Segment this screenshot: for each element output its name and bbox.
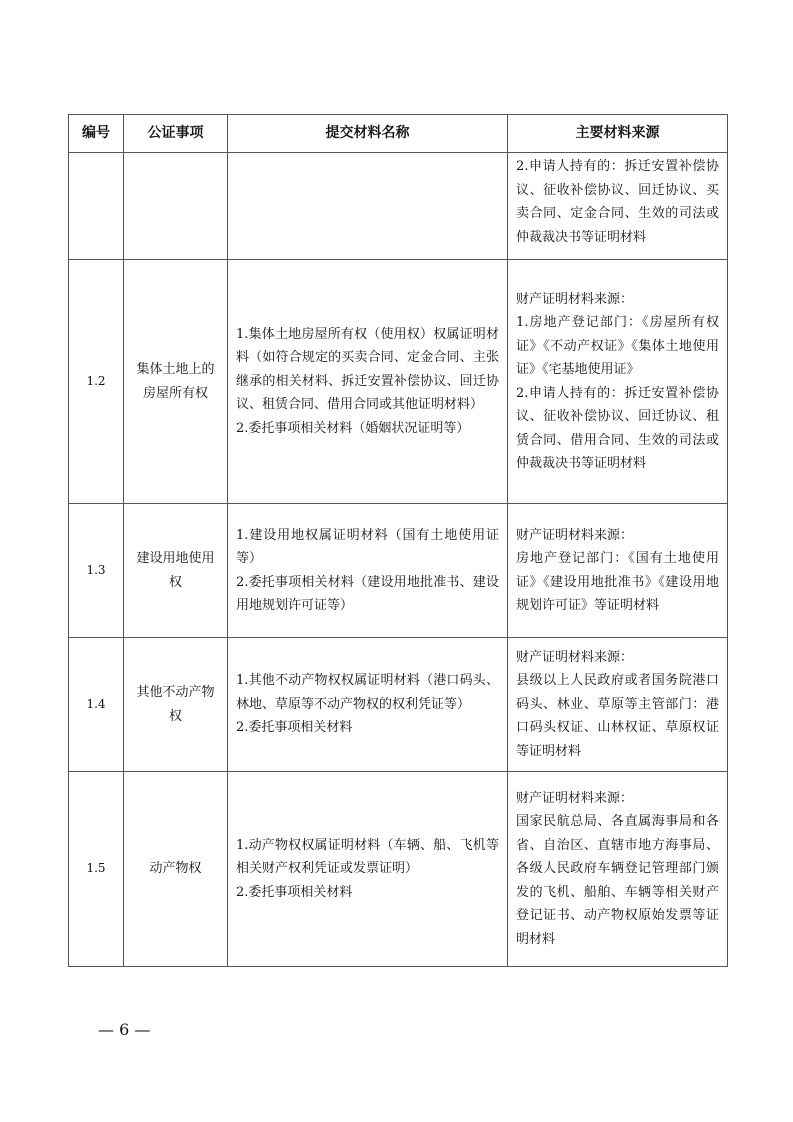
row-materials — [228, 260, 508, 504]
source-line: 财产证明材料来源： — [516, 527, 634, 543]
row-sources — [508, 260, 728, 504]
source-line: 财产证明材料来源： — [516, 291, 634, 307]
table-row — [69, 638, 728, 772]
row-item: 其他不动产物权 — [124, 638, 228, 772]
table-header-row — [69, 115, 728, 153]
row-number: 1.2 — [69, 260, 124, 504]
row-number — [69, 153, 124, 260]
table-row — [69, 260, 728, 504]
source-line: 财产证明材料来源： — [516, 649, 634, 665]
table-row — [69, 153, 728, 260]
row-item — [124, 153, 228, 260]
material-line: 1.建设用地权属证明材料（国有土地使用证等） — [236, 527, 499, 566]
header-sources: 主要材料来源 — [508, 115, 728, 153]
material-line: 2.委托事项相关材料（建设用地批准书、建设用地规划许可证等） — [236, 574, 499, 613]
source-line: 财产证明材料来源： — [516, 790, 634, 806]
source-line: 2.申请人持有的：拆迁安置补偿协议、征收补偿协议、回迁协议、租赁合同、借用合同、生效的司法或仲裁裁决书等证明材料 — [516, 385, 719, 471]
source-line: 2.申请人持有的：拆迁安置补偿协议、征收补偿协议、回迁协议、买卖合同、定金合同、生效的司法或仲裁裁决书等证明材料 — [516, 159, 719, 245]
row-number: 1.4 — [69, 638, 124, 772]
material-line: 1.集体土地房屋所有权（使用权）权属证明材料（如符合规定的买卖合同、定金合同、主张继承的相关材料、拆迁安置补偿协议、回迁协议、租赁合同、借用合同或其他证明材料） — [236, 326, 499, 413]
row-materials — [228, 504, 508, 638]
table-body — [69, 153, 728, 967]
row-item: 动产物权 — [124, 772, 228, 967]
material-line: 2.委托事项相关材料 — [236, 720, 353, 736]
row-sources — [508, 153, 728, 260]
page-number: — 6 — — [98, 1020, 151, 1039]
header-materials: 提交材料名称 — [228, 115, 508, 153]
row-item: 集体土地上的房屋所有权 — [124, 260, 228, 504]
row-item: 建设用地使用权 — [124, 504, 228, 638]
header-number: 编号 — [69, 115, 124, 153]
material-line: 1.其他不动产物权权属证明材料（港口码头、林地、草原等不动产物权的权利凭证等） — [236, 673, 499, 712]
source-line: 县级以上人民政府或者国务院港口码头、林业、草原等主管部门：港口码头权证、山林权证、草原权证等证明材料 — [516, 673, 719, 759]
row-sources — [508, 638, 728, 772]
source-line: 房地产登记部门：《国有土地使用证》《建设用地批准书》《建设用地规划许可证》等证明材料 — [516, 551, 719, 613]
notary-materials-table — [68, 114, 728, 967]
row-number: 1.5 — [69, 772, 124, 967]
row-sources — [508, 772, 728, 967]
row-number: 1.3 — [69, 504, 124, 638]
row-sources — [508, 504, 728, 638]
source-line: 1.房地产登记部门：《房屋所有权证》《不动产权证》《集体土地使用证》《宅基地使用证》 — [516, 315, 719, 377]
table-row — [69, 504, 728, 638]
table-row — [69, 772, 728, 967]
row-materials — [228, 638, 508, 772]
material-line: 2.委托事项相关材料 — [236, 884, 353, 900]
row-materials — [228, 153, 508, 260]
material-line: 2.委托事项相关材料（婚姻状况证明等） — [236, 420, 470, 436]
source-line: 国家民航总局、各直属海事局和各省、自治区、直辖市地方海事局、各级人民政府车辆登记管理部门颁发的飞机、船舶、车辆等相关财产登记证书、动产物权原始发票等证明材料 — [516, 814, 719, 947]
header-item: 公证事项 — [124, 115, 228, 153]
material-line: 1.动产物权权属证明材料（车辆、船、飞机等相关财产权利凭证或发票证明） — [236, 837, 499, 877]
row-materials — [228, 772, 508, 967]
